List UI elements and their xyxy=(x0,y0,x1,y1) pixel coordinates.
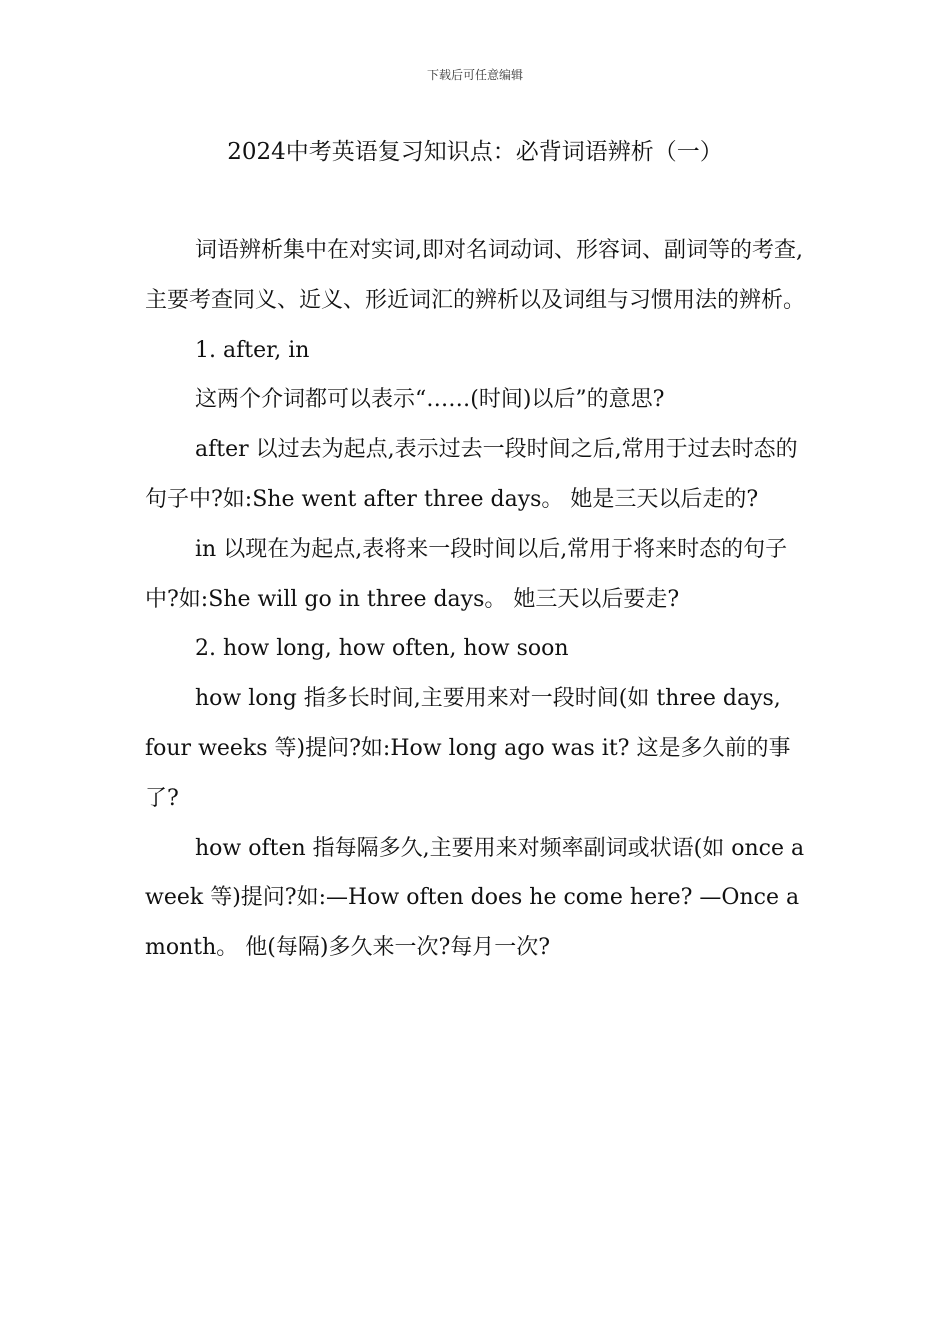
page-header-note: 下载后可任意编辑 xyxy=(426,68,523,82)
paragraph-2-how-often: how often 指每隔多久,主要用来对频率副词或状语(如 once a week 等)提问?如:—How often does he come here? —Once a month。 他(每隔)多久来一次?每月一次? xyxy=(145,835,805,961)
paragraph-intro: 词语辨析集中在对实词,即对名词动词、形容词、副词等的考查,主要考查同义、近义、形近词汇的辨析以及词组与习惯用法的辨析。 xyxy=(145,238,806,313)
section-heading-1: 1. after, in xyxy=(195,337,310,363)
document-body xyxy=(145,226,805,973)
paragraph-1-summary: 这两个介词都可以表示“……(时间)以后”的意思? xyxy=(195,387,665,413)
document-title: 2024中考英语复习知识点：必背词语辨析（一） xyxy=(227,139,723,165)
paragraph-1-after: after 以过去为起点,表示过去一段时间之后,常用于过去时态的句子中?如:She went after three days。 她是三天以后走的? xyxy=(145,437,798,512)
section-heading-2: 2. how long, how often, how soon xyxy=(195,636,569,662)
paragraph-1-in: in 以现在为起点,表将来一段时间以后,常用于将来时态的句子中?如:She will go in three days。 她三天以后要走? xyxy=(145,536,788,612)
paragraph-2-how-long: how long 指多长时间,主要用来对一段时间(如 three days, four weeks 等)提问?如:How long ago was it? 这是多久前的事了? xyxy=(145,686,791,811)
